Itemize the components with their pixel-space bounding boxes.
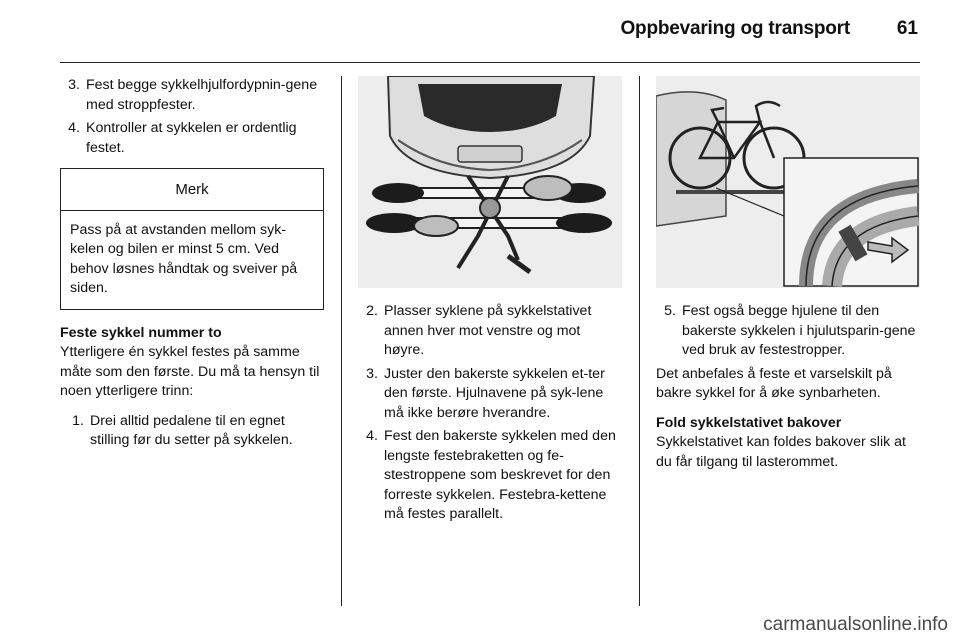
watermark: carmanualsonline.info xyxy=(763,614,948,635)
step-text: Fest også begge hjulene til den bakerste sykkelen i hjulutsparin-gene ved bruk av festestropper. xyxy=(682,303,916,358)
step-text: Juster den bakerste sykkelen et-ter den første. Hjulnavene på syk-lene må ikke berøre hverandre. xyxy=(384,365,605,421)
steps-list-1 xyxy=(60,76,324,158)
column-1 xyxy=(60,76,324,455)
step-text: Drei alltid pedalene til en egnet stilling før du setter på sykkelen. xyxy=(90,412,293,448)
note-body: Pass på at avstanden mellom syk-kelen og bilen er minst 5 cm. Ved behov løsnes håndtak og sveiver på siden. xyxy=(70,221,298,296)
step-number: 4. xyxy=(366,428,378,444)
note-box xyxy=(60,168,324,310)
page-title: Oppbevaring og transport xyxy=(620,18,850,39)
steps-list-2 xyxy=(64,412,324,451)
section-heading: Fold sykkelstativet bakover xyxy=(656,414,842,431)
section-heading: Feste sykkel nummer to xyxy=(60,324,222,341)
paragraph: Det anbefales å feste et varselskilt på bakre sykkel for å øke synbarheten. xyxy=(656,365,892,401)
bike-rack-top-view-illustration xyxy=(358,76,622,288)
list-item xyxy=(60,76,324,115)
section-paragraph: Sykkelstativet kan foldes bakover slik at du får tilgang til lasterommet. xyxy=(656,434,906,470)
list-item xyxy=(358,427,622,525)
steps-list-3 xyxy=(358,302,622,525)
list-item xyxy=(64,412,324,451)
list-item xyxy=(60,119,324,158)
step-number: 4. xyxy=(68,120,80,136)
step-number: 3. xyxy=(366,365,378,382)
steps-list-4 xyxy=(656,302,920,361)
step-number: 2. xyxy=(366,303,378,319)
bike-wheel-strap-icon xyxy=(656,76,920,288)
note-title: Merk xyxy=(61,169,323,211)
column-2 xyxy=(358,76,622,529)
header-rule xyxy=(60,62,920,63)
section-paragraph: Ytterligere én sykkel festes på samme måte som den første. Du må ta hensyn til noen ytterligere trinn: xyxy=(60,344,320,399)
list-item xyxy=(656,302,920,361)
step-text: Fest den bakerste sykkelen med den lengste festebraketten og fe-stestroppene som beskrevet for den forreste sykkelen. Festebra-kettene må festes parallelt. xyxy=(384,428,616,522)
step-number: 5. xyxy=(664,303,676,319)
list-item xyxy=(358,302,622,361)
bike-strap-illustration xyxy=(656,76,920,288)
step-number: 1. xyxy=(72,412,84,429)
step-number: 3. xyxy=(68,77,80,93)
list-item xyxy=(358,365,622,424)
step-text: Plasser syklene på sykkelstativet annen hver mot venstre og mot høyre. xyxy=(384,303,592,358)
column-divider-2 xyxy=(639,76,640,606)
bike-rack-top-view-icon xyxy=(358,76,622,288)
step-text: Fest begge sykkelhjulfordypnin-gene med stroppfester. xyxy=(86,77,318,113)
page-number: 61 xyxy=(896,18,918,39)
column-3 xyxy=(656,76,920,482)
column-divider-1 xyxy=(341,76,342,606)
step-text: Kontroller at sykkelen er ordentlig festet. xyxy=(86,120,297,156)
